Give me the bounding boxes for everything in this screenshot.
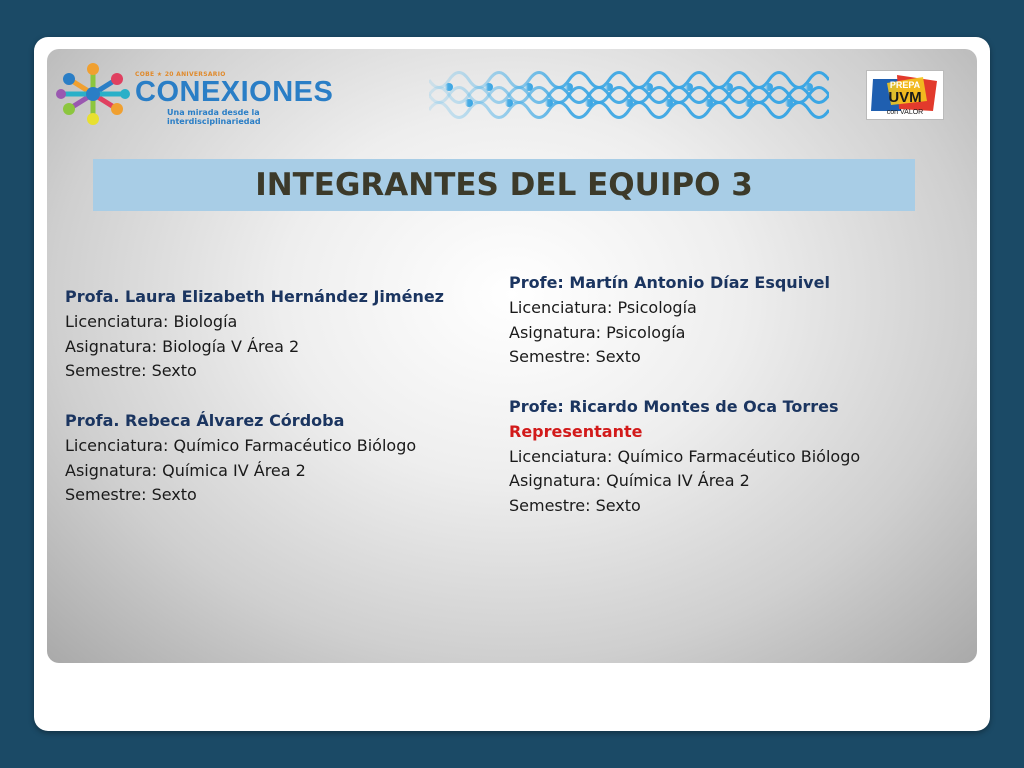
member-semestre: Semestre: Sexto (65, 361, 197, 381)
member-card (65, 285, 444, 384)
member-card (509, 271, 860, 370)
member-name: Profe: Ricardo Montes de Oca Torres (509, 396, 839, 416)
members-left-column (65, 285, 444, 508)
molecule-icon (55, 59, 133, 129)
member-role-badge: Representante (509, 421, 643, 441)
member-asignatura: Asignatura: Biología V Área 2 (65, 336, 300, 356)
prepa-uvm-logo (866, 70, 944, 120)
member-asignatura: Asignatura: Química IV Área 2 (65, 460, 306, 480)
member-licenciatura: Licenciatura: Químico Farmacéutico Biólogo (65, 435, 417, 455)
page-title: INTEGRANTES DEL EQUIPO 3 (255, 167, 753, 203)
member-semestre: Semestre: Sexto (65, 485, 197, 505)
member-name: Profe: Martín Antonio Díaz Esquivel (509, 273, 830, 292)
members-right-column (509, 271, 860, 519)
slide-frame (34, 37, 990, 731)
member-licenciatura: Licenciatura: Biología (65, 311, 238, 331)
member-card (65, 409, 444, 508)
anniversary-text: COBE ★ 20 ANIVERSARIO (135, 71, 226, 78)
brand-name: CONEXIONES (135, 76, 334, 108)
title-bar (93, 159, 915, 211)
member-name: Profa. Laura Elizabeth Hernández Jiménez (65, 287, 444, 306)
brand-tagline: Una mirada desde la interdisciplinariedad (167, 108, 261, 126)
svg-text:UVM: UVM (888, 89, 922, 106)
svg-text:PREPA: PREPA (889, 80, 921, 90)
member-asignatura: Asignatura: Química IV Área 2 (509, 471, 750, 491)
conexiones-logo (55, 59, 335, 129)
slide (47, 49, 977, 663)
member-licenciatura: Licenciatura: Químico Farmacéutico Biólogo (509, 446, 861, 466)
svg-text:con VALOR: con VALOR (886, 109, 924, 116)
member-licenciatura: Licenciatura: Psicología (509, 297, 697, 317)
member-semestre: Semestre: Sexto (509, 496, 641, 516)
chain-pattern-banner (429, 65, 829, 125)
member-semestre: Semestre: Sexto (509, 347, 641, 367)
member-asignatura: Asignatura: Psicología (509, 322, 686, 342)
member-card (509, 395, 860, 519)
member-name: Profa. Rebeca Álvarez Córdoba (65, 410, 345, 430)
